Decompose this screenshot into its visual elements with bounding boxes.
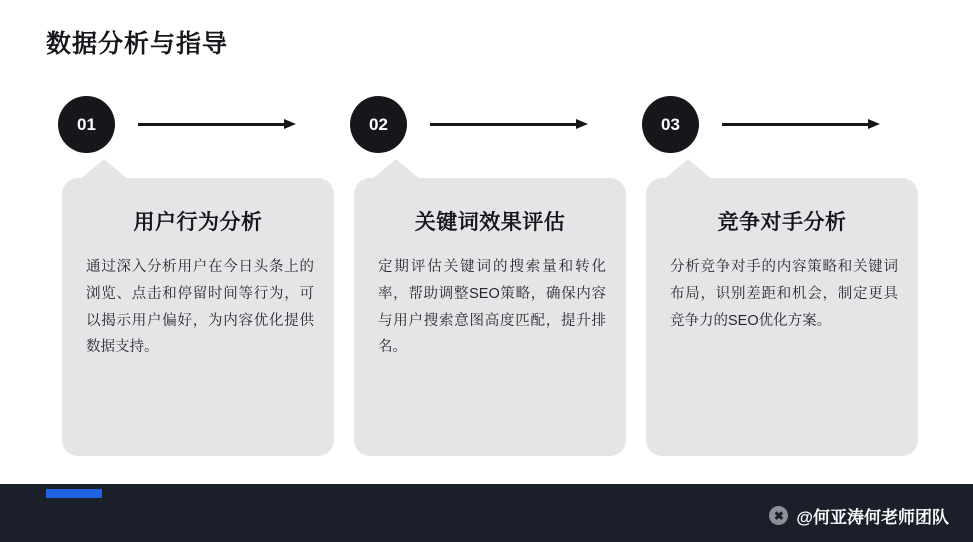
step-3-heading: 竞争对手分析 [717, 211, 847, 234]
step-2-heading: 关键词效果评估 [414, 211, 566, 234]
watermark [769, 503, 949, 528]
step-3-card [646, 178, 918, 456]
page-title: 数据分析与指导 [46, 30, 229, 58]
arrow-head [576, 119, 588, 129]
step-2 [350, 96, 626, 456]
arrow-line [138, 123, 286, 126]
step-2-body: 定期评估关键词的搜索量和转化率，帮助调整SEO策略，确保内容与用户搜索意图高度匹配，提升排名。 [378, 259, 606, 356]
watermark-text: @何亚涛何老师团队 [796, 508, 949, 527]
arrow-head [868, 119, 880, 129]
step-2-number-badge: 02 [350, 96, 407, 153]
watermark-logo-icon: ✖ [769, 506, 788, 525]
step-1-heading: 用户行为分析 [133, 211, 263, 234]
step-1-body: 通过深入分析用户在今日头条上的浏览、点击和停留时间等行为，可以揭示用户偏好，为内容优化提供数据支持。 [86, 259, 314, 356]
card-notch-icon [78, 159, 130, 181]
step-3-arrow-icon [722, 123, 882, 126]
arrow-head [284, 119, 296, 129]
step-1-arrow-icon [138, 123, 298, 126]
arrow-line [722, 123, 870, 126]
step-2-arrow-icon [430, 123, 590, 126]
step-1-card [62, 178, 334, 456]
step-3 [642, 96, 918, 456]
step-3-body: 分析竞争对手的内容策略和关键词布局，识别差距和机会，制定更具竞争力的SEO优化方案。 [670, 259, 898, 329]
footer-accent-bar [46, 489, 102, 498]
step-1-number-badge: 01 [58, 96, 115, 153]
step-3-number-badge: 03 [642, 96, 699, 153]
arrow-line [430, 123, 578, 126]
step-1 [58, 96, 334, 456]
steps-container [0, 96, 973, 456]
step-2-card [354, 178, 626, 456]
card-notch-icon [370, 159, 422, 181]
card-notch-icon [662, 159, 714, 181]
